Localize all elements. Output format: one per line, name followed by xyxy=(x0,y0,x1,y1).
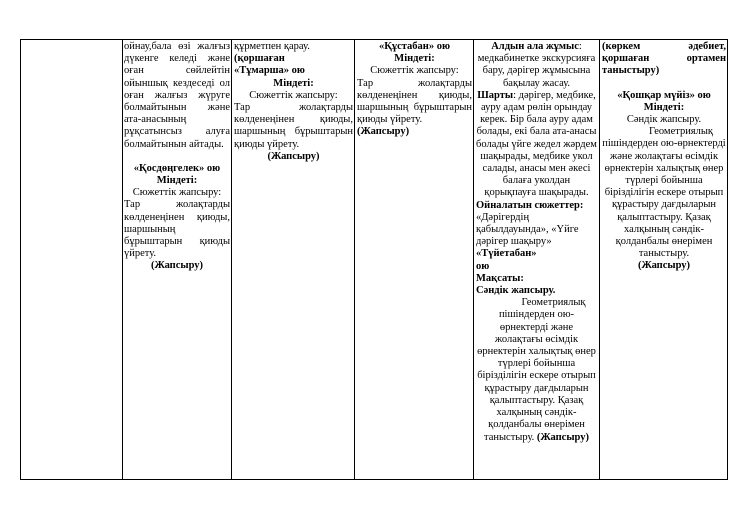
col5-activity-tag: (Жапсыру) xyxy=(536,431,589,443)
col2-task-label: Міндеті: xyxy=(156,175,198,187)
col2-activity-tag: (Жапсыру) xyxy=(150,260,204,272)
col6-body-text: Геометриялық пішіндерден ою-өрнектерді және жолақтағы өсімдік өрнектерін халықтық өнер түрлері бойынша біріздiлiгiн ескере отырып құрастыру дағдыларын қалыптастыру. Қазақ халқының сәндік-қолданбалы өнерімен таныстыру. xyxy=(602,126,726,260)
col3-subject-label: Сюжеттік жапсыру: xyxy=(249,89,338,101)
col-border-3 xyxy=(354,39,355,480)
col5-goal-label: Мақсаты: xyxy=(476,272,524,284)
col4-task-label: Міндеті: xyxy=(394,53,435,65)
col3-task-label: Міндеті: xyxy=(273,77,314,89)
col-border-6 xyxy=(727,39,728,480)
col5-plots-label: Ойналатын сюжеттер: xyxy=(476,199,584,211)
col3-activity-tag: (Жапсыру) xyxy=(267,150,320,162)
col3-body-text: Тар жолақтарды көлденеңінен қиюды, шаршының бұрыштарын қиюды үйрету. xyxy=(234,102,353,150)
col6-head-line2-a: қоршаған xyxy=(602,53,650,65)
col-border-5 xyxy=(599,39,600,480)
col-border-4 xyxy=(473,39,474,480)
col6-activity-tag: (Жапсыру) xyxy=(637,260,691,272)
col6-head-line1 xyxy=(602,41,726,53)
cell-col3 xyxy=(234,41,353,163)
col5-cond-label: Шарты xyxy=(477,89,514,101)
schedule-table xyxy=(20,39,728,479)
col-border-1 xyxy=(122,39,123,480)
col6-head-line3: таныстыру) xyxy=(602,65,660,77)
col5-decor-label: Сәндік жапсыру. xyxy=(476,285,556,297)
cell-col6 xyxy=(602,41,726,273)
col4-ou-title: «Құстабан» ою xyxy=(378,41,450,52)
col6-head-line1-b: әдебиет, xyxy=(688,41,726,52)
table-bottom-border xyxy=(20,479,728,480)
col2-ou-title: «Қосдөңгелек» ою xyxy=(133,162,221,174)
col6-decor-label: Сәндік жапсыру. xyxy=(626,114,702,126)
col3-intro-bold: (қоршаған xyxy=(234,53,285,65)
col5-prep-text: : медкабинетке экскурсияға бару, дәрігер жұмысына бақылау жасау. xyxy=(477,41,596,89)
col5-plots-text: «Дәрігердің қабылдауында», «Үйге дәрігер шақыру» xyxy=(476,211,579,248)
col3-intro-main: құрметпен қарау. xyxy=(234,41,310,52)
col5-prep xyxy=(476,41,597,90)
col5-ou-title: «Түйетабан» xyxy=(476,248,537,260)
col4-subject-label: Сюжеттік жапсыру: xyxy=(370,65,459,77)
col-border-0 xyxy=(20,39,21,480)
col5-body-main: Геометриялық пішіндерден ою-өрнектерді және жолақтағы өсімдік өрнектерін халықтық өнер түрлері бойынша біріздiлiгiн ескере отырып құрастыру дағдыларын қалыптастыру. Қазақ халқының сәндік-қолданбалы өнерімен таныстыру. xyxy=(477,297,596,443)
cell-col2 xyxy=(124,41,230,273)
col2-subject-label: Сюжеттік жапсыру: xyxy=(132,187,222,199)
col6-head-line2-b: ортамен xyxy=(686,53,726,65)
col5-prep-label: Алдын ала жұмыс xyxy=(491,41,579,52)
col2-intro-text: ойнау,бала өзі жалғыз дүкенге келеді және оған сөйлейтін ойыншық кездеседі ол оған жалғыз жүруге болмайтынын және ата-анасының рұқсатынсыз алуға болмайтынын айтады. xyxy=(124,41,230,150)
col3-ou-title: «Тұмарша» ою xyxy=(234,65,305,77)
col6-head-line2 xyxy=(602,53,726,65)
col2-body-text: Тар жолақтарды көлденеңінен қиюды, шаршының бұрыштарын қиюды үйрету. xyxy=(124,199,230,260)
col5-body-text xyxy=(476,297,597,443)
table-top-border xyxy=(20,39,728,40)
col6-head-line1-a: (көркем xyxy=(602,41,641,52)
col-border-2 xyxy=(231,39,232,480)
col6-task-label: Міндеті: xyxy=(643,101,685,113)
col5-ou-word: ою xyxy=(476,260,490,272)
cell-col5 xyxy=(476,41,597,444)
col3-intro-text xyxy=(234,41,353,65)
col5-cond-text: : дәрігер, медбике, ауру адам рөлін орындау керек. Бір бала ауру адам болады, екі бала ата-анасы болады үйге жедел жәрдем шақырады, медбике укол салады, анасы мен әкесі балаға уколдан қорықпауға шақырады. xyxy=(476,89,597,199)
col5-condition xyxy=(476,90,597,200)
cell-col4 xyxy=(357,41,472,139)
col4-activity-tag: (Жапсыру) xyxy=(357,126,410,138)
col4-body-text: Тар жолақтарды көлденеңінен қиюды, шаршының бұрыштарын қиюды үйрету. xyxy=(357,77,472,126)
col6-ou-title: «Қошқар мүйіз» ою xyxy=(617,89,711,101)
